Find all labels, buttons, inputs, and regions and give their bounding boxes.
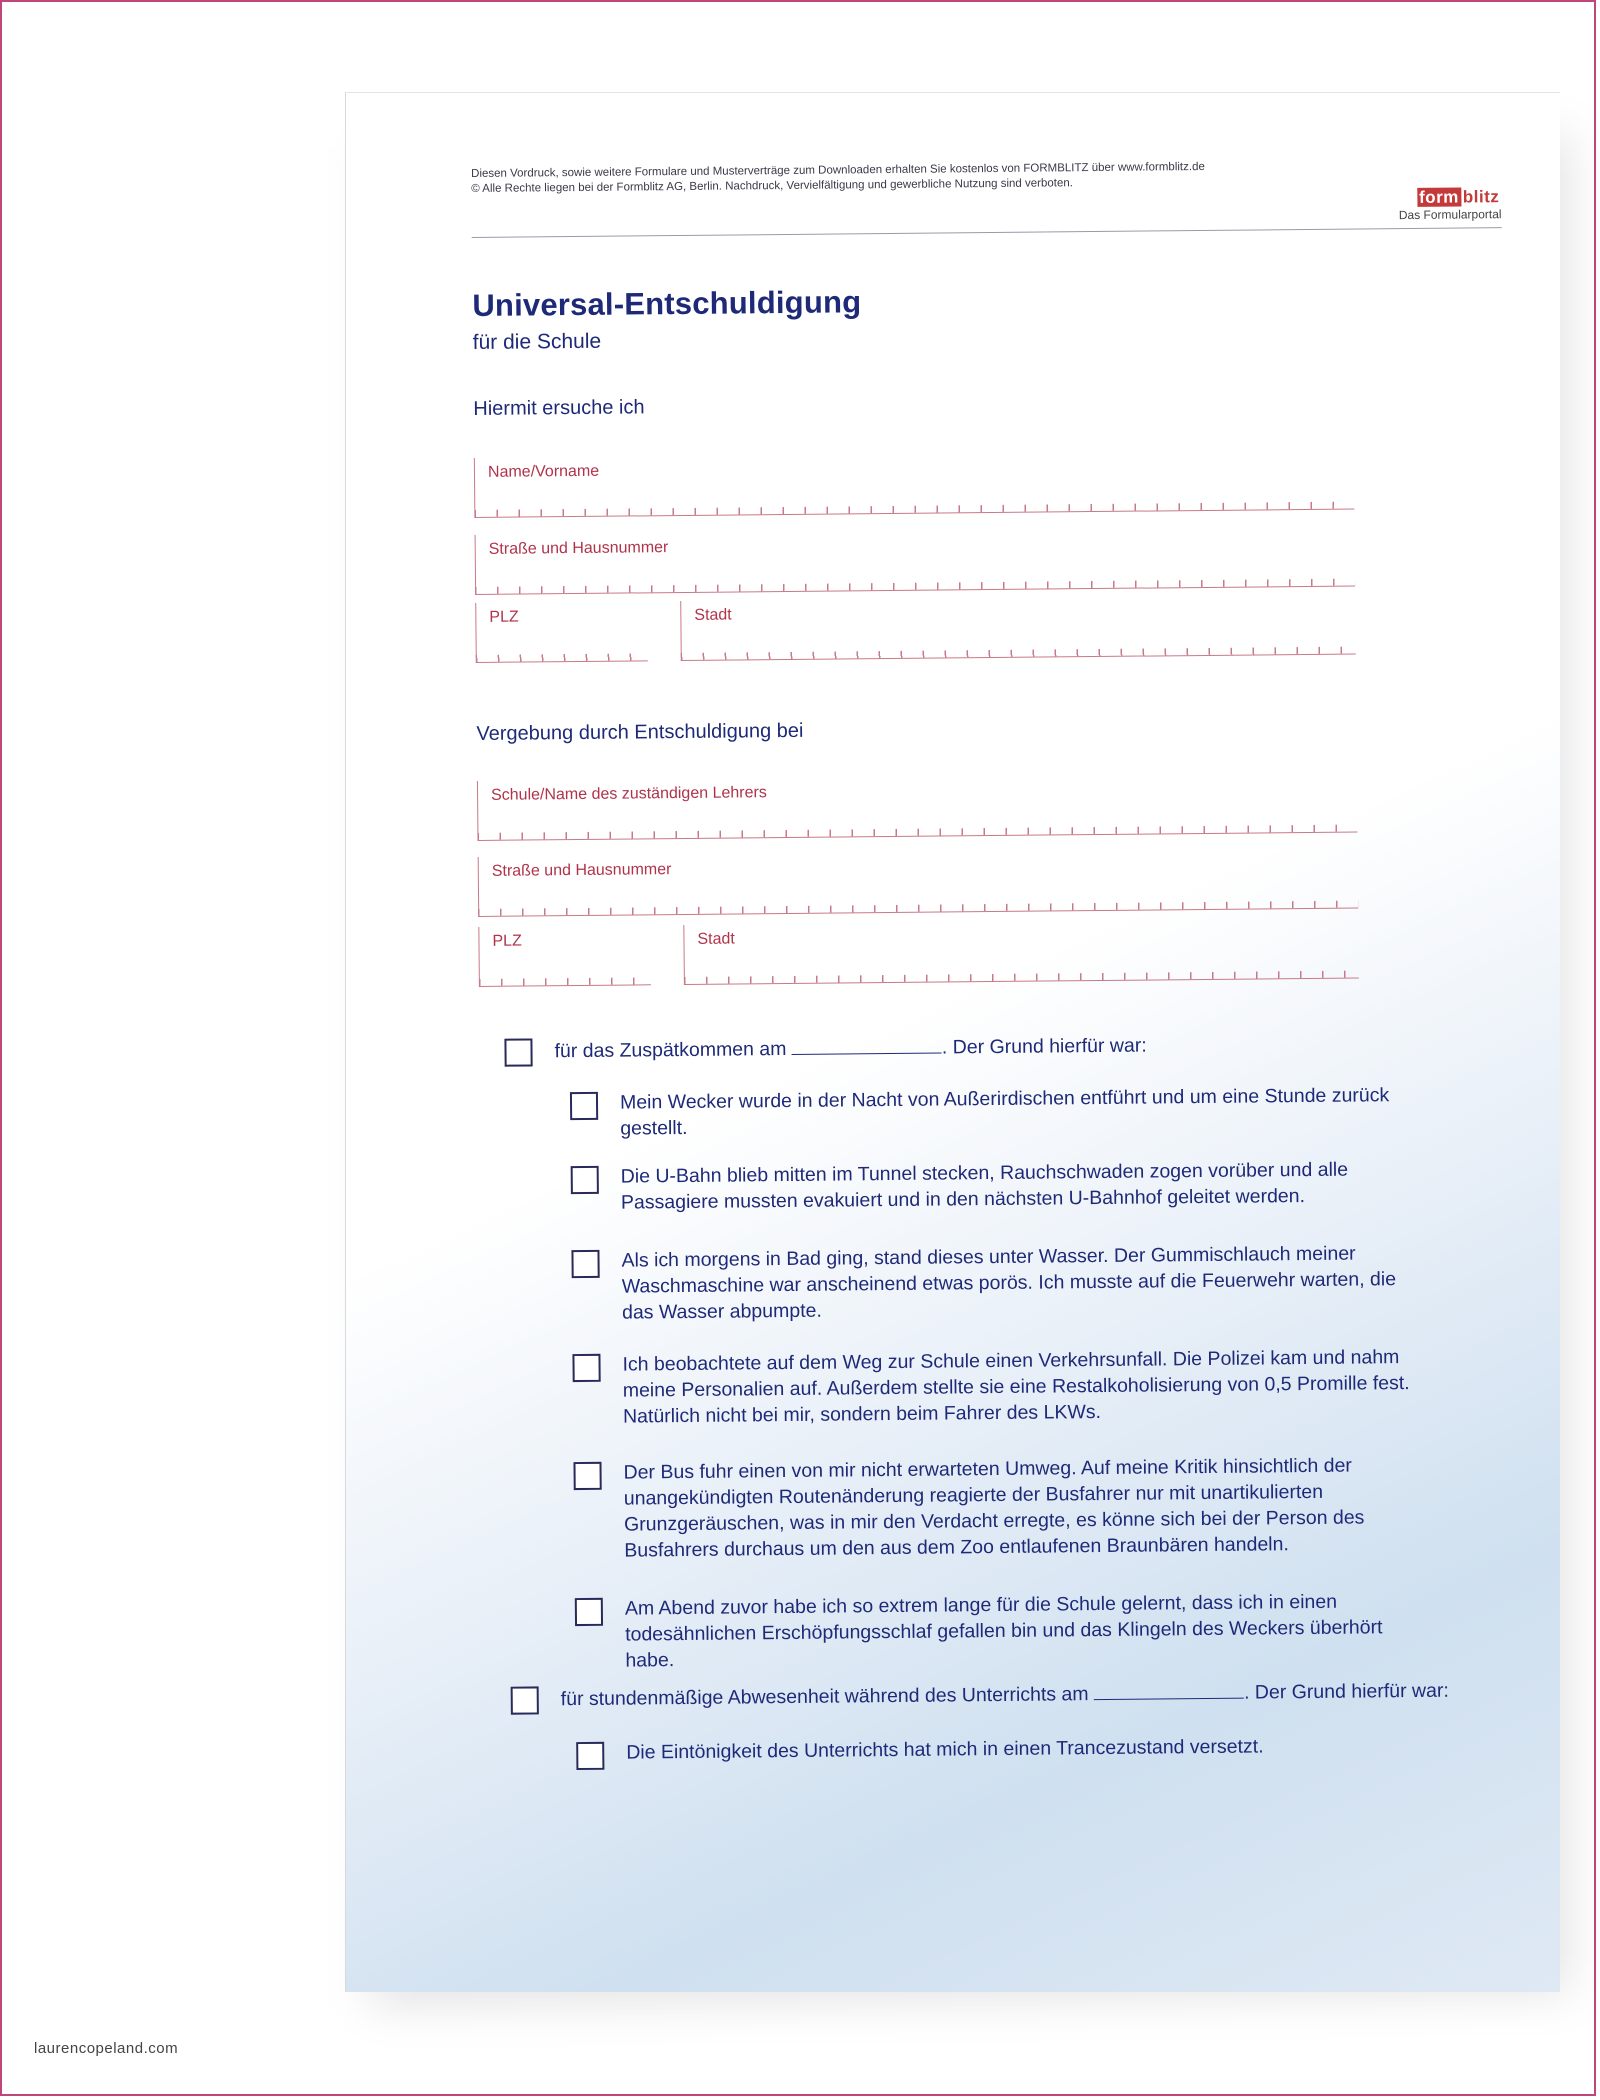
late-reason-3-checkbox[interactable] — [571, 1250, 599, 1278]
header-line-2: © Alle Rechte liegen bei der Formblitz AG, Berlin. Nachdruck, Vervielfältigung und gewerbliche Nutzung sind verboten. — [471, 177, 1073, 195]
logo-form: form — [1419, 187, 1459, 207]
late-reason-4-text: Ich beobachtete auf dem Weg zur Schule einen Verkehrsunfall. Die Polizei kam und nahm meine Personalien auf. Außerdem stellte sie eine Restalkoholisierung von 0,5 Promille fest. Natürlich nicht bei mir, sondern beim Fahrer des LKWs. — [622, 1346, 1410, 1428]
late-option-text — [554, 1031, 1354, 1065]
late-checkbox[interactable] — [504, 1038, 532, 1066]
applicant-plz-label: PLZ — [489, 608, 519, 626]
late-reason-2-checkbox[interactable] — [571, 1166, 599, 1194]
late-reason-2-text: Die U-Bahn blieb mitten im Tunnel stecken, Rauchschwaden zogen vorüber und alle Passagiere mussten evakuiert und in den nächsten U-Bahnhof geleitet werden. — [620, 1158, 1349, 1214]
school-name-label: Schule/Name des zuständigen Lehrers — [490, 784, 767, 804]
absence-checkbox[interactable] — [511, 1686, 539, 1714]
document-page — [345, 92, 1560, 1992]
late-reason-5-checkbox[interactable] — [573, 1462, 601, 1490]
late-suffix: . Der Grund hierfür war: — [941, 1034, 1147, 1059]
school-street-label: Straße und Hausnummer — [491, 861, 672, 880]
applicant-city-field[interactable] — [680, 595, 1356, 661]
formblitz-logo — [1399, 187, 1502, 222]
absence-prefix: für stundenmäßige Abwesenheit während des Unterrichts am — [560, 1683, 1089, 1711]
late-reason-6-checkbox[interactable] — [575, 1598, 603, 1626]
absence-date-blank[interactable] — [1094, 1680, 1244, 1700]
absence-reason-1-checkbox[interactable] — [576, 1742, 604, 1770]
school-street-field[interactable] — [478, 849, 1359, 917]
document-header — [471, 153, 1502, 283]
document-content — [471, 153, 1528, 1923]
applicant-street-field[interactable] — [475, 527, 1356, 595]
document-subtitle: für die Schule — [472, 329, 602, 354]
late-reason-5-text: Der Bus fuhr einen von mir nicht erwarteten Umweg. Auf meine Kritik hinsichtlich der unangekündigten Routenänderung reagierte der Busfahrer nur mit unartikulierten Grunzgeräuschen, was in mir den Verdacht erregte, es könne sich bei der Person des Busfahrers durchaus um den aus dem Zoo entlaufenen Braunbären handeln. — [623, 1454, 1365, 1562]
late-date-blank[interactable] — [792, 1035, 942, 1055]
late-prefix: für das Zuspätkommen am — [554, 1038, 787, 1063]
applicant-street-label: Straße und Hausnummer — [488, 539, 669, 558]
late-reason-4-checkbox[interactable] — [572, 1354, 600, 1382]
late-reason-3-text: Als ich morgens in Bad ging, stand dieses unter Wasser. Der Gummischlauch meiner Waschmaschine war anscheinend etwas porös. Ich musste auf die Feuerwehr warten, die das Wasser abpumpte. — [621, 1242, 1397, 1324]
header-notice — [471, 160, 1205, 197]
header-divider — [472, 227, 1502, 238]
applicant-city-label: Stadt — [694, 606, 732, 624]
applicant-name-label: Name/Vorname — [487, 462, 600, 481]
section-heading-school: Vergebung durch Entschuldigung bei — [476, 719, 804, 745]
document-title: Universal-Entschuldigung — [472, 284, 862, 323]
absence-option-text — [561, 1678, 1461, 1713]
school-city-label: Stadt — [697, 930, 735, 948]
header-line-1: Diesen Vordruck, sowie weitere Formulare und Musterverträge zum Downloaden erhalten Sie kostenlos von FORMBLITZ über www.formblitz.de — [471, 160, 1205, 180]
logo-tagline: Das Formularportal — [1398, 207, 1502, 223]
late-reason-1-text: Mein Wecker wurde in der Nacht von Außerirdischen entführt und um eine Stunde zurück gestellt. — [619, 1084, 1390, 1140]
applicant-plz-field[interactable] — [475, 601, 648, 663]
absence-reason-1-text: Die Eintönigkeit des Unterrichts hat mich in einen Trancezustand versetzt. — [626, 1735, 1264, 1764]
school-city-field[interactable] — [683, 919, 1359, 985]
school-name-field[interactable] — [477, 773, 1358, 841]
applicant-name-field[interactable] — [474, 450, 1355, 518]
school-plz-field[interactable] — [478, 925, 651, 987]
late-reason-6-text: Am Abend zuvor habe ich so extrem lange für die Schule gelernt, dass ich in einen todesähnlichen Erschöpfungsschlaf gefallen bin und das Klingeln des Weckers überhört habe. — [624, 1590, 1383, 1672]
watermark-text: laurencopeland.com — [34, 2040, 179, 2057]
logo-blitz: blitz — [1462, 187, 1500, 207]
school-plz-label: PLZ — [492, 932, 522, 950]
absence-suffix: . Der Grund hierfür war: — [1243, 1679, 1449, 1704]
late-reason-1-checkbox[interactable] — [570, 1092, 598, 1120]
intro-text: Hiermit ersuche ich — [473, 396, 645, 420]
